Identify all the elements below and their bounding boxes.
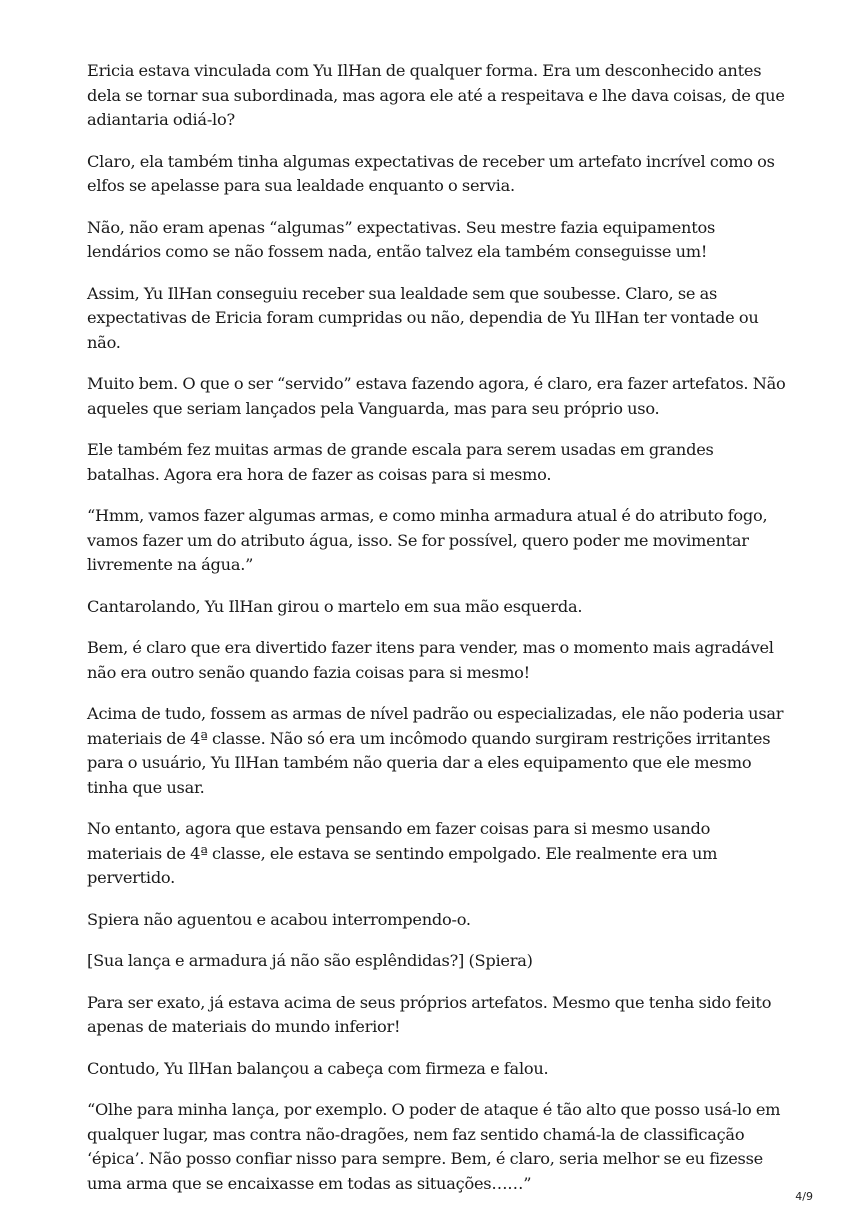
document-body [87, 59, 787, 1213]
paragraph-12: Spiera não aguentou e acabou interrompendo-o. [87, 909, 471, 929]
paragraph-5: Muito bem. O que o ser “servido” estava fazendo agora, é claro, era fazer artefatos. Não aqueles que seriam lançados pela Vanguarda, mas para seu próprio uso. [87, 374, 786, 418]
paragraph-15: Contudo, Yu IlHan balançou a cabeça com firmeza e falou. [87, 1058, 549, 1078]
paragraph-6: Ele também fez muitas armas de grande escala para serem usadas em grandes batalhas. Agora era hora de fazer as coisas para si mesmo. [87, 440, 714, 484]
page-number: 4/9 [795, 1190, 813, 1203]
paragraph-4: Assim, Yu IlHan conseguiu receber sua lealdade sem que soubesse. Claro, se as expectativas de Ericia foram cumpridas ou não, dependia de Yu IlHan ter vontade ou não. [87, 283, 759, 352]
paragraph-1: Ericia estava vinculada com Yu IlHan de qualquer forma. Era um desconhecido antes dela se tornar sua subordinada, mas agora ele até a respeitava e lhe dava coisas, de que adiantaria odiá-lo? [87, 61, 785, 129]
paragraph-3: Não, não eram apenas “algumas” expectativas. Seu mestre fazia equipamentos lendários como se não fossem nada, então talvez ela também conseguisse um! [87, 217, 716, 261]
paragraph-2: Claro, ela também tinha algumas expectativas de receber um artefato incrível como os elfos se apelasse para sua lealdade enquanto o servia. [87, 151, 775, 195]
paragraph-8: Cantarolando, Yu IlHan girou o martelo em sua mão esquerda. [87, 596, 583, 616]
paragraph-10: Acima de tudo, fossem as armas de nível padrão ou especializadas, ele não poderia usar materiais de 4ª classe. Não só era um incômodo quando surgiram restrições irritantes para o usuário, Yu IlHan também não queria dar a eles equipamento que ele mesmo tinha que usar. [87, 704, 784, 797]
paragraph-14: Para ser exato, já estava acima de seus próprios artefatos. Mesmo que tenha sido feito apenas de materiais do mundo inferior! [87, 992, 772, 1036]
paragraph-16: “Olhe para minha lança, por exemplo. O poder de ataque é tão alto que posso usá-lo em qualquer lugar, mas contra não-dragões, nem faz sentido chamá-la de classificação ‘épica’. Não posso confiar nisso para sempre. Bem, é claro, seria melhor se eu fizesse uma arma que se encaixasse em todas as situações……” [87, 1100, 781, 1193]
paragraph-9: Bem, é claro que era divertido fazer itens para vender, mas o momento mais agradável não era outro senão quando fazia coisas para si mesmo! [87, 638, 774, 682]
paragraph-13: [Sua lança e armadura já não são esplêndidas?] (Spiera) [87, 951, 533, 970]
paragraph-7: “Hmm, vamos fazer algumas armas, e como minha armadura atual é do atributo fogo, vamos fazer um do atributo água, isso. Se for possível, quero poder me movimentar livremente na água.” [87, 506, 768, 574]
paragraph-11: No entanto, agora que estava pensando em fazer coisas para si mesmo usando materiais de 4ª classe, ele estava se sentindo empolgado. Ele realmente era um pervertido. [87, 819, 718, 887]
